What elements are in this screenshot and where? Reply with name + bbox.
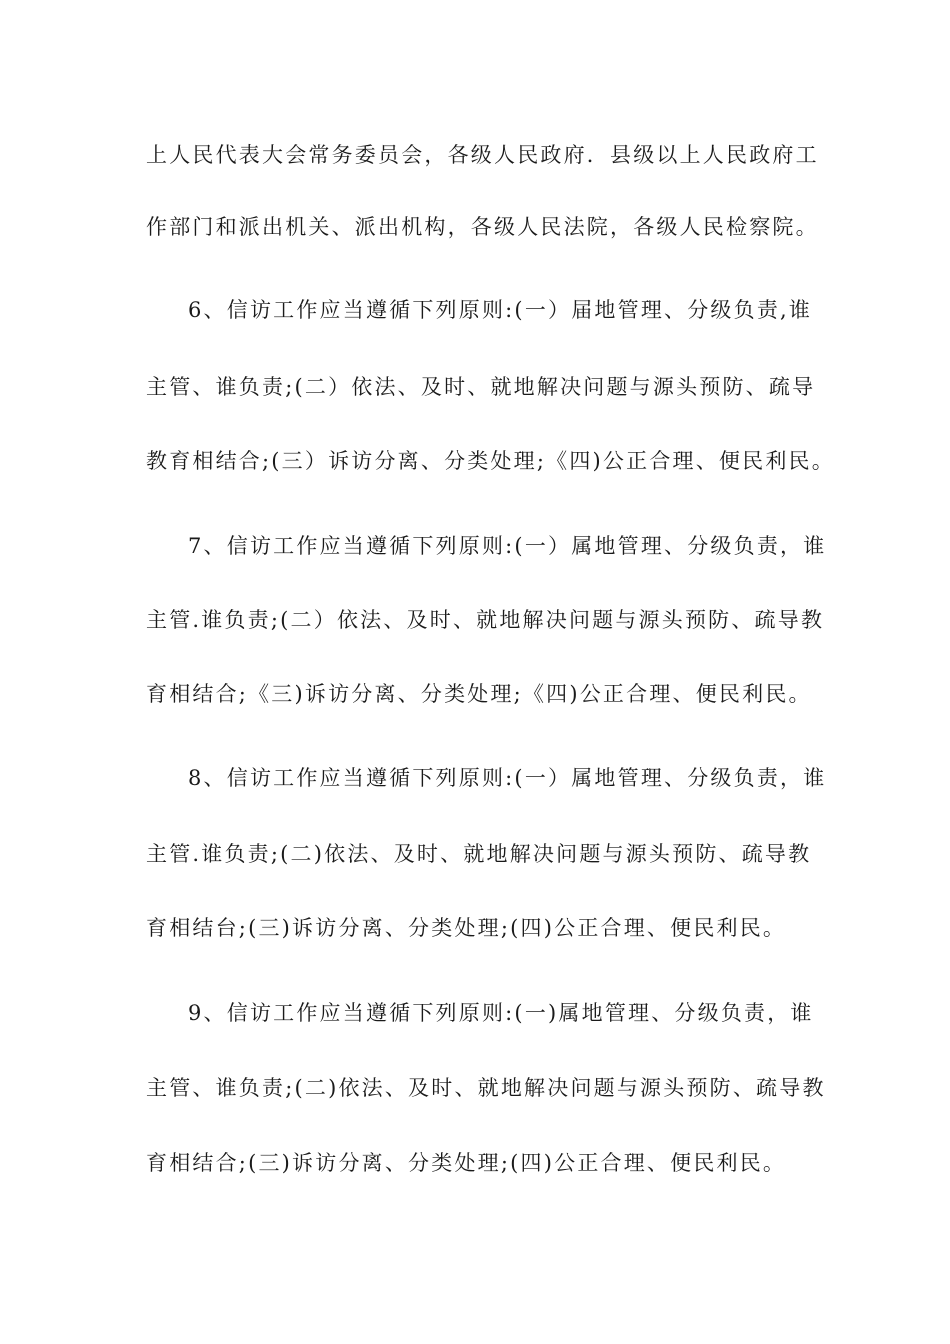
paragraph-8-line-2: 主管.谁负责;(二)依法、及时、就地解决问题与源头预防、疏导教 (146, 842, 812, 866)
paragraph-6-line-2: 主管、谁负责;(二）依法、及时、就地解决问题与源头预防、疏导 (146, 375, 816, 399)
paragraph-7-line-2: 主管.谁负责;(二）依法、及时、就地解决问题与源头预防、疏导教 (146, 608, 825, 632)
paragraph-6-line-3: 教育相结合;(三）诉访分离、分类处理;《四)公正合理、便民利民。 (146, 449, 835, 473)
paragraph-8-line-3: 育相结台;(三)诉访分离、分类处理;(四)公正合理、便民利民。 (146, 916, 787, 940)
paragraph-6-line-1: 6、信访工作应当遵循下列原则:(一）届地管理、分级负责,谁 (188, 298, 813, 322)
paragraph-9-line-2: 主管、谁负责;(二)依法、及时、就地解决问题与源头预防、疏导教 (146, 1076, 826, 1100)
paragraph-7-line-1: 7、信访工作应当遵循下列原则:(一）属地管理、分级负责，谁 (188, 534, 827, 558)
text-line-1: 上人民代表大会常务委员会，各级人民政府．县级以上人民政府工 (146, 143, 819, 167)
paragraph-7-line-3: 育相结合;《三)诉访分离、分类处理;《四)公正合理、便民利民。 (146, 682, 812, 706)
text-line-2: 作部门和派出机关、派出机构，各级人民法院，各级人民检察院。 (146, 215, 819, 239)
paragraph-8-line-1: 8、信访工作应当遵循下列原则:(一）属地管理、分级负责，谁 (188, 766, 827, 790)
paragraph-9-line-1: 9、信访工作应当遵循下列原则:(一)属地管理、分级负责，谁 (188, 1001, 814, 1025)
paragraph-9-line-3: 育相结合;(三)诉访分离、分类处理;(四)公正合理、便民利民。 (146, 1151, 787, 1175)
